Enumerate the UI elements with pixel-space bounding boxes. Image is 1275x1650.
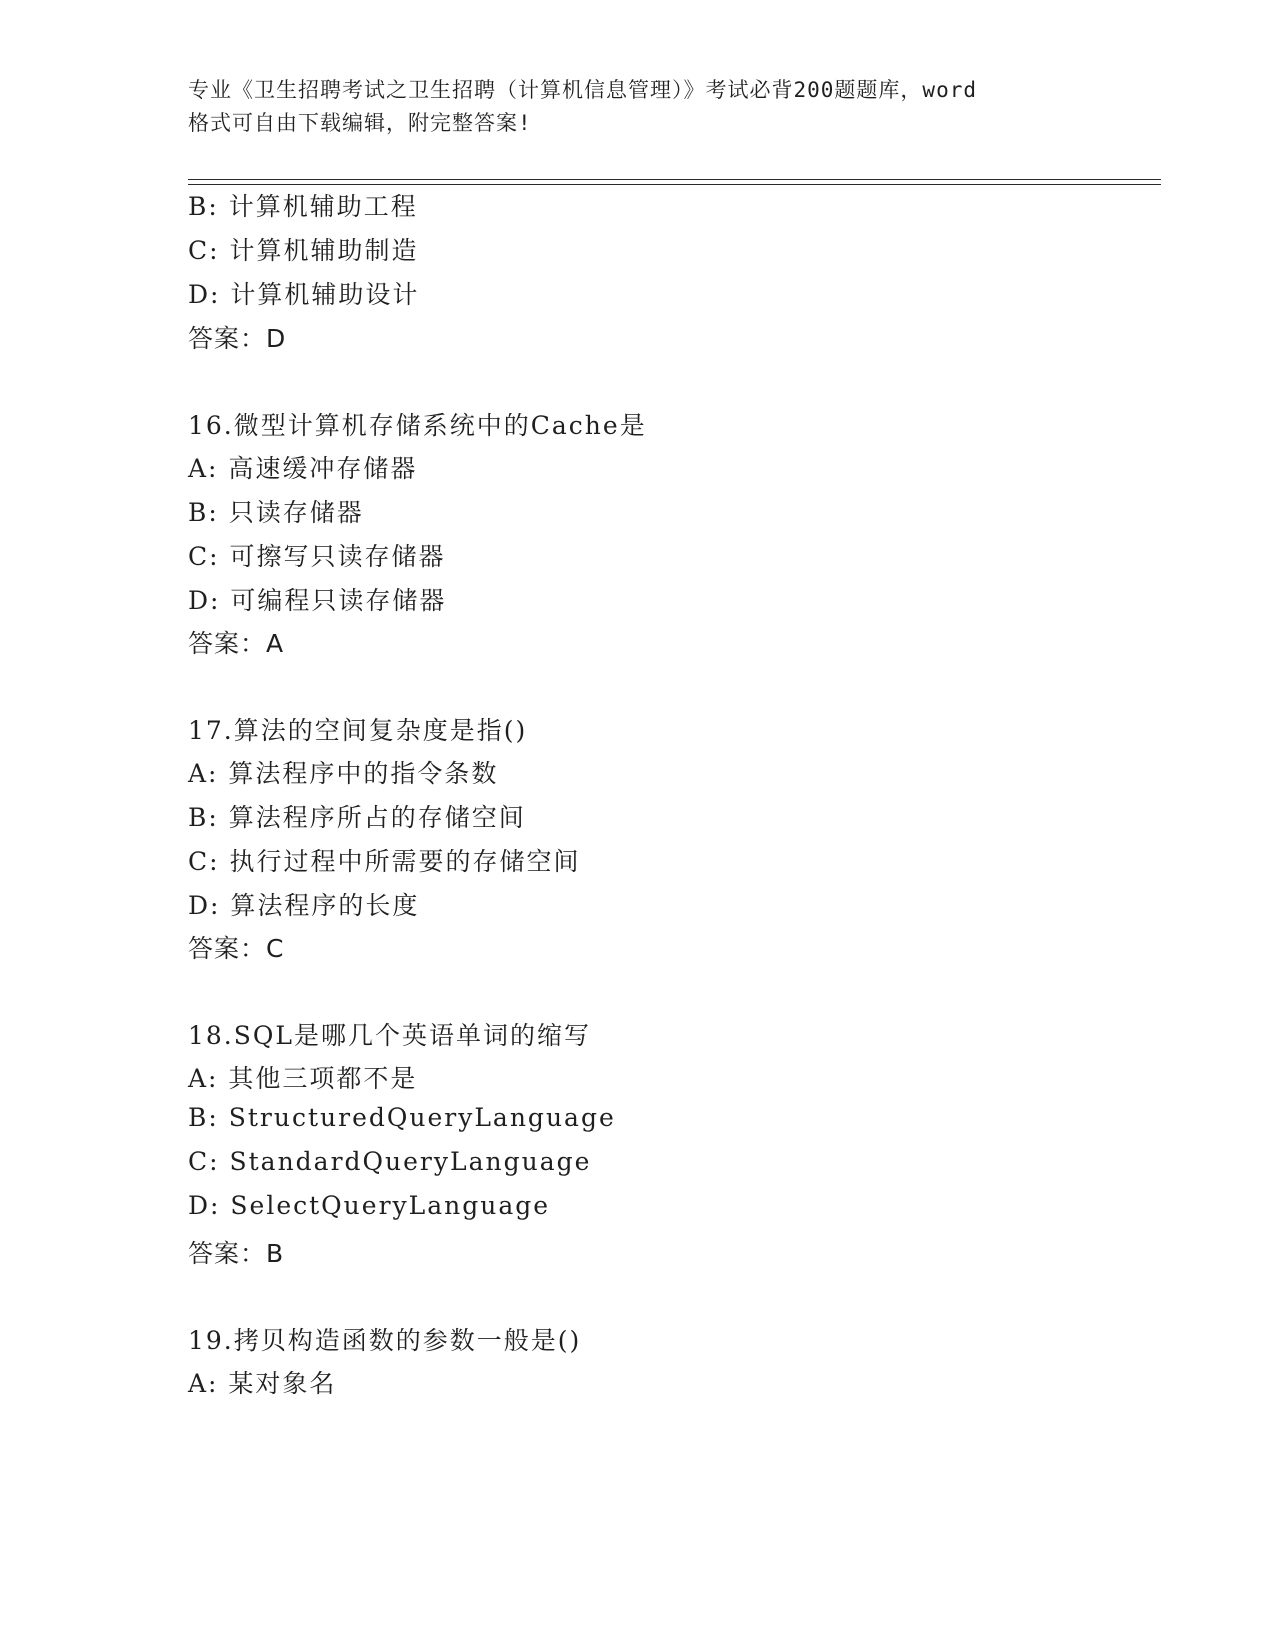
q16-option-a: A: 高速缓冲存储器: [188, 454, 418, 483]
q17-answer: 答案：C: [188, 934, 285, 963]
q18-answer: 答案：B: [188, 1239, 285, 1268]
q17-option-b: B: 算法程序所占的存储空间: [188, 803, 526, 832]
q19-question: 19.拷贝构造函数的参数一般是(): [188, 1326, 582, 1355]
q16-question: 16.微型计算机存储系统中的Cache是: [188, 411, 647, 440]
q15-option-c: C: 计算机辅助制造: [188, 236, 419, 265]
q18-option-b: B: StructuredQueryLanguage: [188, 1103, 616, 1132]
q15-answer: 答案：D: [188, 324, 287, 353]
q16-option-d: D: 可编程只读存储器: [188, 586, 447, 615]
q17-question: 17.算法的空间复杂度是指(): [188, 716, 528, 745]
q16-option-b: B: 只读存储器: [188, 498, 364, 527]
q18-option-a: A: 其他三项都不是: [188, 1064, 418, 1093]
q18-option-c: C: StandardQueryLanguage: [188, 1147, 592, 1176]
q16-option-c: C: 可擦写只读存储器: [188, 542, 446, 571]
header-title-line-1: 专业《卫生招聘考试之卫生招聘（计算机信息管理）》考试必背200题题库，word: [188, 78, 977, 102]
q15-option-d: D: 计算机辅助设计: [188, 280, 420, 309]
header-divider-bottom: [188, 184, 1161, 185]
q15-option-b: B: 计算机辅助工程: [188, 192, 418, 221]
q17-option-d: D: 算法程序的长度: [188, 891, 420, 920]
q16-answer: 答案：A: [188, 629, 285, 658]
header-divider-top: [188, 179, 1161, 180]
q18-question: 18.SQL是哪几个英语单词的缩写: [188, 1021, 591, 1050]
q17-option-a: A: 算法程序中的指令条数: [188, 759, 499, 788]
q18-option-d: D: SelectQueryLanguage: [188, 1191, 551, 1220]
document-header: [188, 74, 1108, 140]
q17-option-c: C: 执行过程中所需要的存储空间: [188, 847, 581, 876]
header-title-line-2: 格式可自由下载编辑，附完整答案!: [188, 111, 532, 135]
q19-option-a: A: 某对象名: [188, 1369, 337, 1398]
